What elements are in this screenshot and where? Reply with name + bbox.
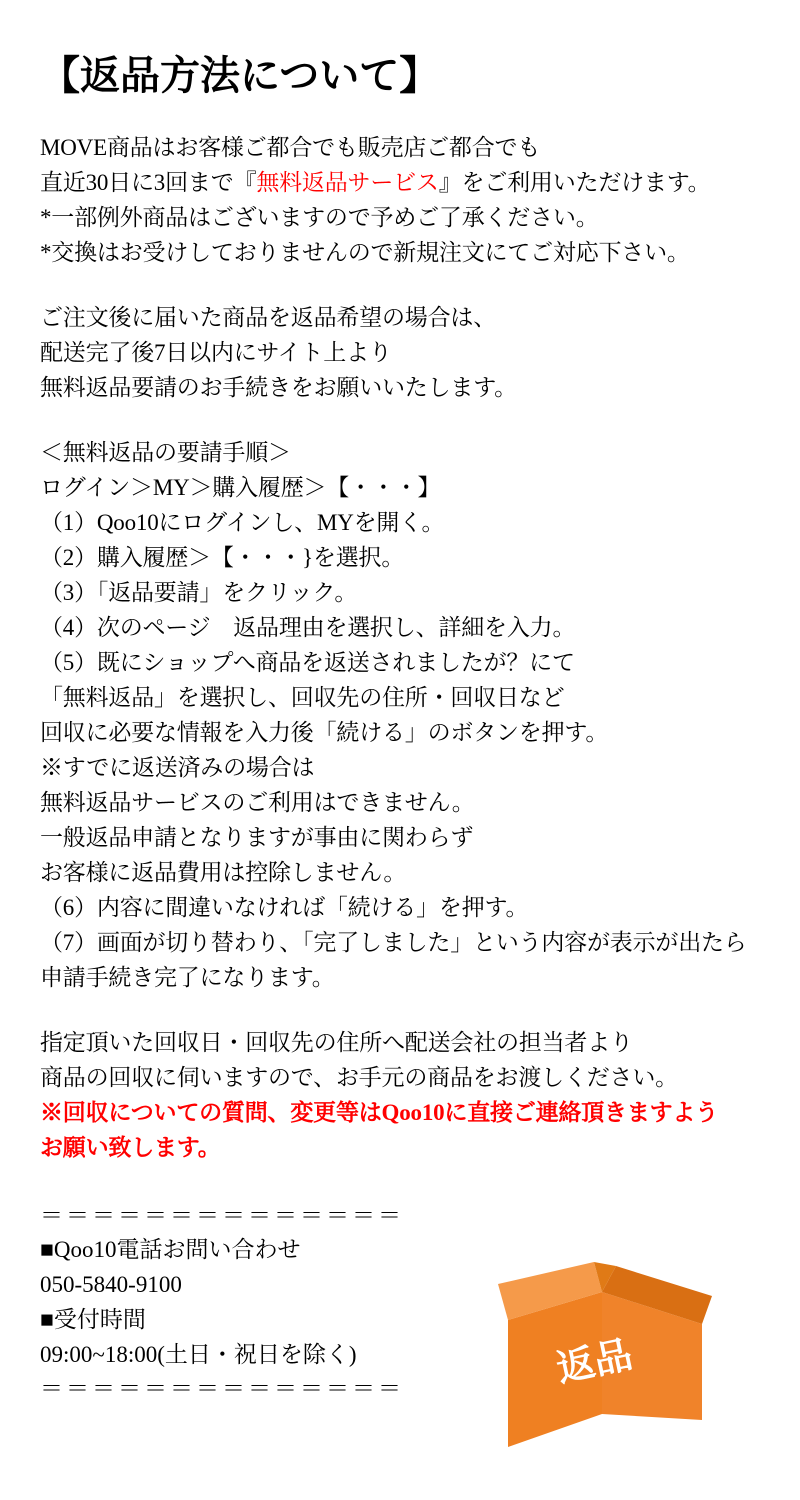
pickup-line-1: 指定頂いた回収日・回収先の住所へ配送会社の担当者より <box>40 1030 633 1055</box>
pickup-line-2: 商品の回収に伺いますので、お手元の商品をお渡しください。 <box>40 1065 678 1090</box>
intro-highlight-before: 直近30日に3回まで『 <box>40 170 257 195</box>
procedure-step-2: （2）購入履歴＞【・・・}を選択。 <box>40 545 405 570</box>
procedure-step-5-cont-1: 「無料返品」を選択し、回収先の住所・回収日など <box>40 685 565 710</box>
request-notice-line-3: 無料返品要請のお手続きをお願いいたします。 <box>40 375 517 400</box>
procedure-step-1: （1）Qoo10にログインし、MYを開く。 <box>40 510 445 535</box>
return-box-icon <box>490 1262 720 1452</box>
request-notice-line-2: 配送完了後7日以内にサイト上より <box>40 340 392 365</box>
intro-block <box>40 130 760 270</box>
procedure-step-7: （7）画面が切り替わり、「完了しました」という内容が表示が出たら <box>40 930 747 955</box>
return-box-label: 返品 <box>553 1333 637 1391</box>
phone-label: ■Qoo10電話お問い合わせ <box>40 1237 301 1262</box>
procedure-heading: ＜無料返品の要請手順＞ <box>40 440 291 465</box>
pickup-block <box>40 1025 760 1165</box>
procedure-note-2: 無料返品サービスのご利用はできません。 <box>40 790 475 815</box>
procedure-block <box>40 435 760 995</box>
procedure-note-4: お客様に返品費用は控除しません。 <box>40 860 407 885</box>
hours-value: 09:00~18:00(土日・祝日を除く) <box>40 1342 357 1367</box>
procedure-step-7-cont: 申請手続き完了になります。 <box>40 965 335 990</box>
divider-bottom: ＝＝＝＝＝＝＝＝＝＝＝＝＝＝ <box>40 1376 404 1401</box>
pickup-warning-line-2: お願い致します。 <box>40 1135 221 1160</box>
procedure-note-1: ※すでに返送済みの場合は <box>40 755 315 780</box>
procedure-step-4: （4）次のページ 返品理由を選択し、詳細を入力。 <box>40 615 576 640</box>
pickup-warning-line-1: ※回収についての質問、変更等はQoo10に直接ご連絡頂きますよう <box>40 1100 719 1125</box>
procedure-step-3: （3）「返品要請」をクリック。 <box>40 580 358 605</box>
intro-line-2: *一部例外商品はございますので予めご了承ください。 <box>40 205 599 230</box>
procedure-step-5: （5）既にショップへ商品を返送されましたが？にて <box>40 650 575 675</box>
phone-number[interactable]: 050-5840-9100 <box>40 1272 182 1297</box>
procedure-step-5-cont-2: 回収に必要な情報を入力後「続ける」のボタンを押す。 <box>40 720 609 745</box>
page-title: 【返品方法について】 <box>40 53 440 98</box>
hours-label: ■受付時間 <box>40 1307 146 1332</box>
request-notice-block <box>40 300 760 405</box>
return-box-illustration <box>490 1262 720 1452</box>
procedure-note-3: 一般返品申請となりますが事由に関わらず <box>40 825 474 850</box>
procedure-step-6: （6）内容に間違いなければ「続ける」を押す。 <box>40 895 529 920</box>
free-return-service-highlight: 無料返品サービス <box>256 170 439 195</box>
intro-line-1: MOVE商品はお客様ご都合でも販売店ご都合でも <box>40 135 541 160</box>
procedure-path: ログイン＞MY＞購入履歴＞【・・・】 <box>40 475 441 500</box>
intro-line-3: *交換はお受けしておりませんので新規注文にてご対応下さい。 <box>40 240 690 265</box>
intro-line-highlight <box>40 165 760 200</box>
request-notice-line-1: ご注文後に届いた商品を返品希望の場合は、 <box>40 305 497 330</box>
divider-top: ＝＝＝＝＝＝＝＝＝＝＝＝＝＝ <box>40 1203 404 1228</box>
intro-highlight-after: 』をご利用いただけます。 <box>438 170 711 195</box>
